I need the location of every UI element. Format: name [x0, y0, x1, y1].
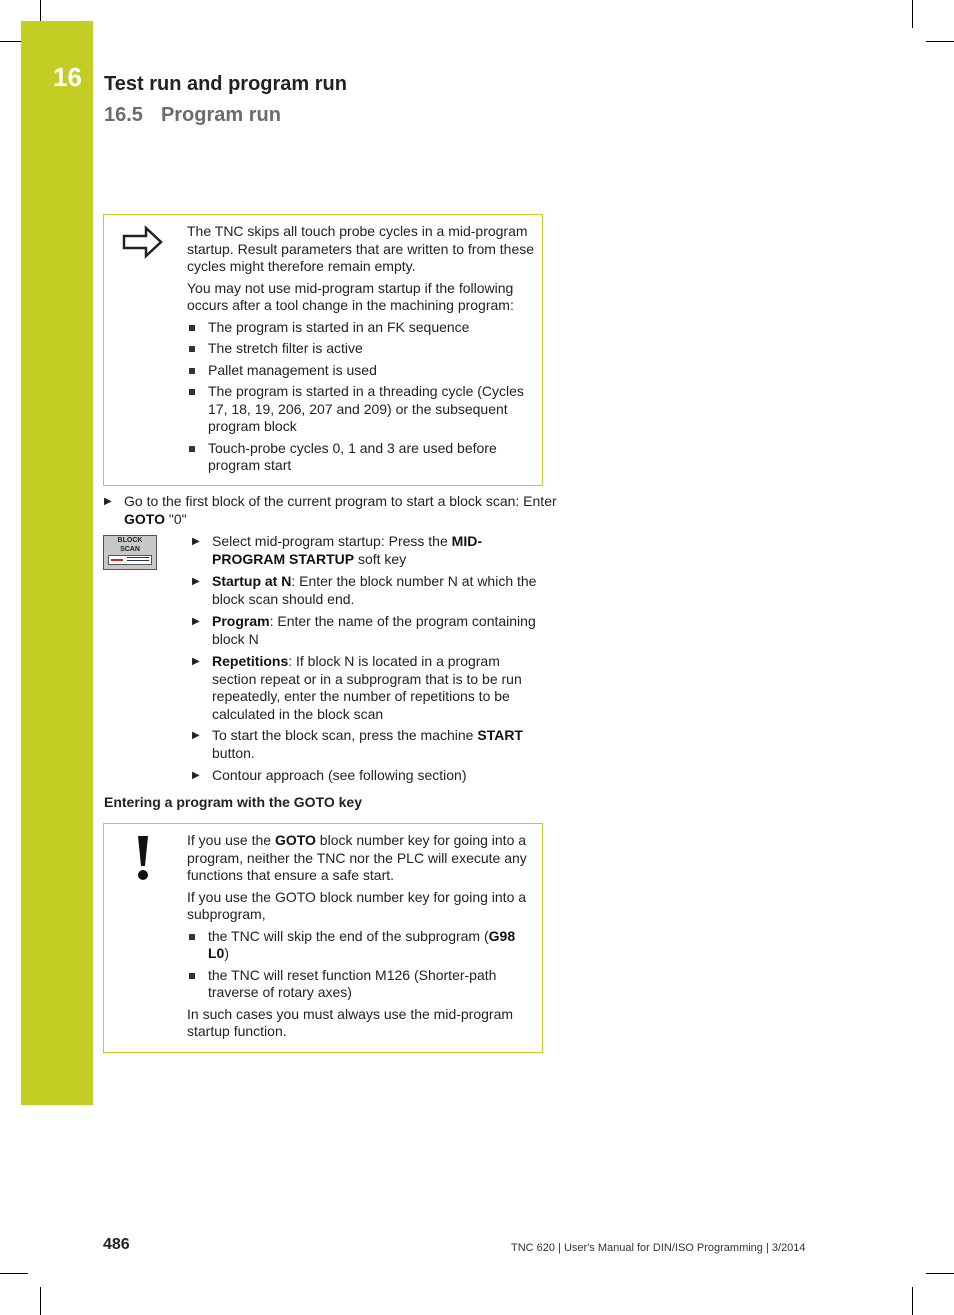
bullet-item: Pallet management is used — [187, 362, 536, 380]
bullet-item: the TNC will reset function M126 (Shorter-path traverse of rotary axes) — [187, 967, 536, 1002]
crop-mark — [0, 1273, 28, 1274]
softkey-graphic — [108, 555, 152, 565]
section-number: 16.5 — [104, 104, 143, 126]
triangle-bullet-icon: ▶ — [192, 576, 200, 587]
step-item: ▶ Select mid-program startup: Press the MID-PROGRAM STARTUP soft key — [192, 533, 482, 567]
softkey-label: BLOCK — [117, 537, 143, 544]
warning-text: If you use the GOTO block number key for going into a program, neither the TNC nor the PLC will execute any functions that ensure a safe start. — [187, 832, 527, 883]
arrow-right-icon — [122, 225, 164, 259]
triangle-bullet-icon: ▶ — [192, 536, 200, 547]
step-item: ▶ Program: Enter the name of the program containing block N — [192, 613, 536, 647]
warning-text: If you use the GOTO block number key for going into a subprogram, — [187, 888, 527, 922]
crop-mark — [912, 1287, 913, 1315]
step-item: ▶ Go to the first block of the current program to start a block scan: Enter GOTO "0" — [104, 493, 557, 527]
crop-mark — [0, 41, 21, 42]
exclamation-icon — [136, 834, 150, 882]
step-item: ▶ Contour approach (see following section) — [192, 767, 467, 783]
bullet-item: The program is started in an FK sequence — [187, 319, 536, 337]
bullet-item: The stretch filter is active — [187, 340, 536, 358]
chapter-number: 16 — [53, 62, 82, 92]
note-box — [103, 214, 543, 486]
warning-text: In such cases you must always use the mid-program startup function. — [187, 1005, 514, 1039]
chapter-band — [21, 21, 93, 1105]
crop-mark — [926, 1273, 954, 1274]
triangle-bullet-icon: ▶ — [192, 770, 200, 781]
bullet-item: the TNC will skip the end of the subprogram (G98 L0) — [187, 928, 536, 963]
triangle-bullet-icon: ▶ — [192, 616, 200, 627]
step-item: ▶ Repetitions: If block N is located in a program section repeat or in a subprogram that is to be run repeatedly, enter the number of repetitions to be calculated in the block scan — [192, 653, 522, 722]
section-name: Program run — [160, 104, 281, 126]
block-scan-softkey[interactable] — [103, 535, 157, 570]
warning-box — [103, 823, 543, 1053]
crop-mark — [40, 1287, 41, 1315]
note-text: You may not use mid-program startup if the following occurs after a tool change in the machining program: — [187, 279, 514, 313]
bullet-item: Touch-probe cycles 0, 1 and 3 are used before program start — [187, 440, 536, 475]
crop-mark — [40, 0, 41, 21]
softkey-label: SCAN — [120, 546, 140, 553]
triangle-bullet-icon: ▶ — [192, 656, 200, 667]
section-title — [104, 104, 299, 127]
step-item: ▶ To start the block scan, press the machine START button. — [192, 727, 523, 761]
crop-mark — [926, 41, 954, 42]
step-item: ▶ Startup at N: Enter the block number N at which the block scan should end. — [192, 573, 537, 607]
triangle-bullet-icon: ▶ — [104, 496, 112, 507]
triangle-bullet-icon: ▶ — [192, 730, 200, 741]
chapter-title: Test run and program run — [104, 73, 347, 95]
subheading: Entering a program with the GOTO key — [104, 794, 363, 810]
footer-text: TNC 620 | User's Manual for DIN/ISO Programming | 3/2014 — [511, 1242, 806, 1254]
page-number: 486 — [103, 1236, 130, 1253]
note-text: The TNC skips all touch probe cycles in a mid-program startup. Result parameters that are written to from these cycles might therefore remain empty. — [187, 223, 535, 274]
bullet-item: The program is started in a threading cycle (Cycles 17, 18, 19, 206, 207 and 209) or the subsequent program block — [187, 383, 536, 436]
crop-mark — [912, 0, 913, 28]
